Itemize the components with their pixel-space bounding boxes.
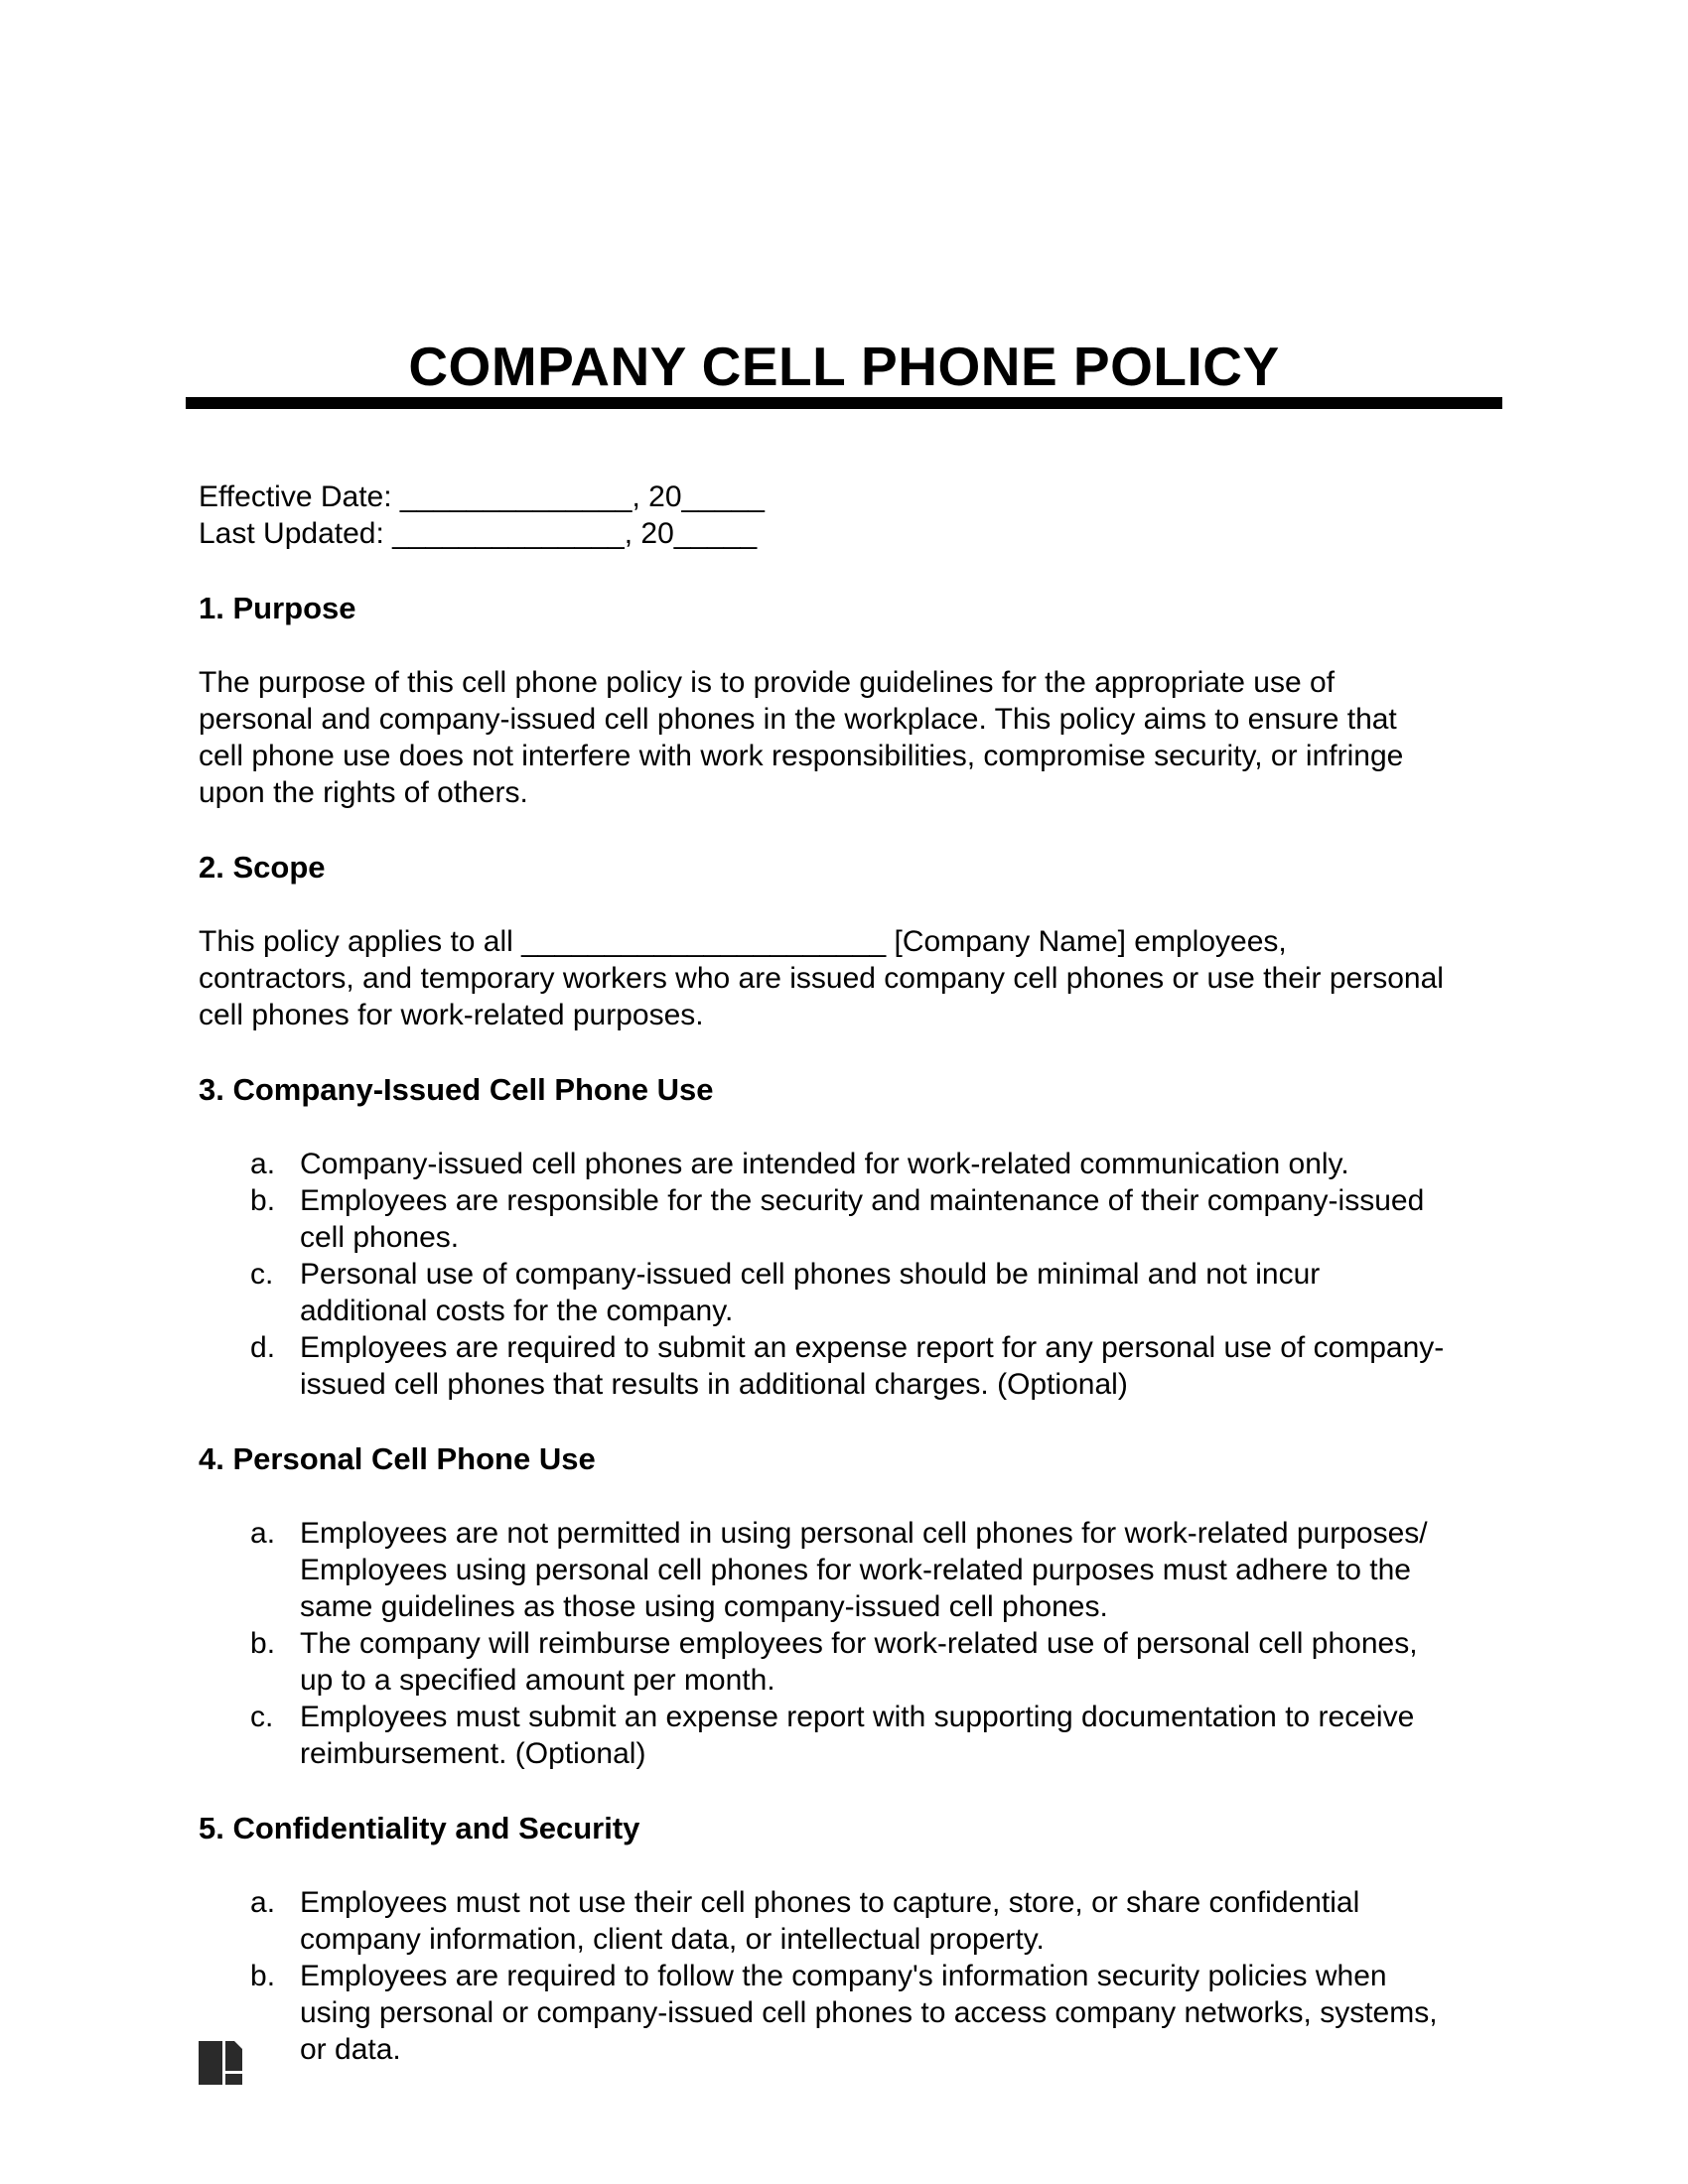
- section-confidentiality-security: [199, 1810, 1450, 2068]
- list-item: Company-issued cell phones are intended for work-related communication only.: [300, 1148, 1349, 1180]
- section-heading: 1. Purpose: [199, 591, 356, 625]
- list-item: Employees are not permitted in using personal cell phones for work-related purposes/ Employees using personal cell phones for work-related purposes must adhere to the same guidelines as those using company-issued cell phones.: [300, 1517, 1428, 1623]
- document-footer: [199, 2041, 242, 2085]
- list-item: Personal use of company-issued cell phones should be minimal and not incur additional costs for the company.: [300, 1258, 1321, 1327]
- section-heading: 4. Personal Cell Phone Use: [199, 1441, 596, 1476]
- section-scope: [199, 849, 1450, 1033]
- section-personal-use: [199, 1440, 1450, 1772]
- policy-list: [199, 1146, 1450, 1403]
- date-meta-block: [199, 478, 1450, 552]
- page-title: COMPANY CELL PHONE POLICY: [408, 336, 1280, 397]
- last-updated-line: [199, 515, 1450, 552]
- section-heading: 5. Confidentiality and Security: [199, 1811, 640, 1845]
- policy-list: [199, 1515, 1450, 1772]
- last-updated-year-prefix: , 20: [624, 517, 674, 550]
- section-company-issued-use: [199, 1071, 1450, 1403]
- last-updated-label: Last Updated:: [199, 517, 384, 550]
- document-body: [199, 478, 1450, 2068]
- list-item: The company will reimburse employees for work-related use of personal cell phones, up to a specified amount per month.: [300, 1627, 1418, 1697]
- list-item: Employees must submit an expense report with supporting documentation to receive reimbursement. (Optional): [300, 1701, 1415, 1770]
- last-updated-blank: ______________: [392, 517, 625, 550]
- section-paragraph: The purpose of this cell phone policy is to provide guidelines for the appropriate use of personal and company-issued cell phones in the workplace. This policy aims to ensure that cell phone use does not interfere with work responsibilities, compromise security, or infringe upon the rights of others.: [199, 666, 1404, 809]
- section-paragraph: This policy applies to all ______________________ [Company Name] employees, contractors, and temporary workers who are issued company cell phones or use their personal cell phones for work-related purposes.: [199, 925, 1444, 1031]
- effective-date-line: [199, 478, 1450, 515]
- title-underline-rule: [186, 397, 1502, 409]
- document-header: [186, 0, 1502, 409]
- section-purpose: [199, 590, 1450, 811]
- section-heading: 3. Company-Issued Cell Phone Use: [199, 1072, 714, 1107]
- effective-date-year-blank: _____: [681, 480, 765, 513]
- list-item: Employees are required to follow the company's information security policies when using personal or company-issued cell phones to access company networks, systems, or data.: [300, 1960, 1438, 2066]
- list-item: Employees are required to submit an expense report for any personal use of company-issued cell phones that results in additional charges. (Optional): [300, 1331, 1445, 1401]
- legal-templates-logo-icon: [199, 2041, 242, 2085]
- effective-date-label: Effective Date:: [199, 480, 392, 513]
- list-item: Employees are responsible for the security and maintenance of their company-issued cell phones.: [300, 1184, 1425, 1254]
- effective-date-year-prefix: , 20: [632, 480, 682, 513]
- policy-list: [199, 1884, 1450, 2068]
- section-heading: 2. Scope: [199, 850, 326, 885]
- list-item: Employees must not use their cell phones to capture, store, or share confidential company information, client data, or intellectual property.: [300, 1886, 1360, 1956]
- effective-date-blank: ______________: [399, 480, 633, 513]
- last-updated-year-blank: _____: [673, 517, 758, 550]
